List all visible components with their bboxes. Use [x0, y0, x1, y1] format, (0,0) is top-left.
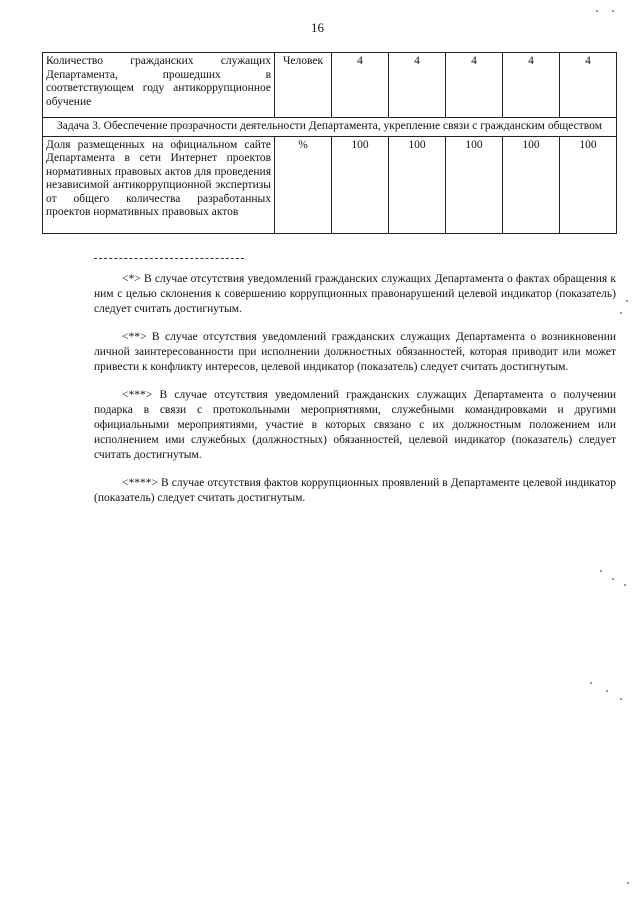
scan-speck: [612, 578, 614, 580]
footnote-separator: [94, 258, 244, 259]
indicator-value: 100: [446, 136, 503, 233]
page-number: 16: [311, 20, 324, 35]
footnote: <***> В случае отсутствия уведомлений гражданских служащих Департамента о получении подарка в связи с протокольными мероприятиями, служебными командировками и другими официальными мероприятиями, участие в которых связано с их должностным положением или исполнением ими служебных (должностных) обязанностей, целевой индикатор (показатель) следует считать достигнутым.: [94, 389, 616, 461]
indicator-value: 100: [332, 136, 389, 233]
indicator-name: Количество гражданских служащих Департамента, прошедших в соответствующем году антикоррупционное обучение: [43, 53, 275, 118]
table-row: [43, 136, 617, 233]
scan-speck: [590, 682, 592, 684]
indicators-table: [42, 52, 617, 234]
scan-speck: [624, 584, 626, 586]
indicator-name: Доля размещенных на официальном сайте Департамента в сети Интернет проектов нормативных правовых актов для проведения независимой антикоррупционной экспертизы от общего количества разработанных проектов нормативных правовых актов: [43, 136, 275, 233]
indicator-value: 4: [389, 53, 446, 118]
indicator-value: 100: [503, 136, 560, 233]
scan-speck: [600, 570, 602, 572]
footnote: <**> В случае отсутствия уведомлений гражданских служащих Департамента о возникновении личной заинтересованности при исполнении должностных обязанностей, которая приводит или может привести к конфликту интересов, целевой индикатор (показатель) следует считать достигнутым.: [94, 331, 616, 373]
indicator-value: 4: [560, 53, 617, 118]
scan-speck: [620, 698, 622, 700]
indicator-value: 4: [503, 53, 560, 118]
indicator-value: 100: [560, 136, 617, 233]
indicator-value: 4: [446, 53, 503, 118]
footnotes: [94, 272, 616, 519]
scan-speck: [606, 690, 608, 692]
indicator-value: 100: [389, 136, 446, 233]
scan-speck: [620, 312, 622, 314]
indicator-value: 4: [332, 53, 389, 118]
indicator-unit: %: [275, 136, 332, 233]
scan-speck: [596, 10, 598, 12]
table-row: [43, 53, 617, 118]
scan-speck: [627, 882, 629, 884]
scan-speck: [612, 10, 614, 12]
footnote: <****> В случае отсутствия фактов коррупционных проявлений в Департаменте целевой индикатор (показатель) следует считать достигнутым.: [94, 477, 616, 504]
footnote: <*> В случае отсутствия уведомлений гражданских служащих Департамента о фактах обращения к ним с целью склонения к совершению коррупционных правонарушений целевой индикатор (показатель) следует считать достигнутым.: [94, 273, 616, 315]
task-heading: Задача 3. Обеспечение прозрачности деятельности Департамента, укрепление связи с гражданским обществом: [43, 118, 617, 137]
indicator-unit: Человек: [275, 53, 332, 118]
table-row: [43, 118, 617, 137]
scan-speck: [626, 300, 628, 302]
